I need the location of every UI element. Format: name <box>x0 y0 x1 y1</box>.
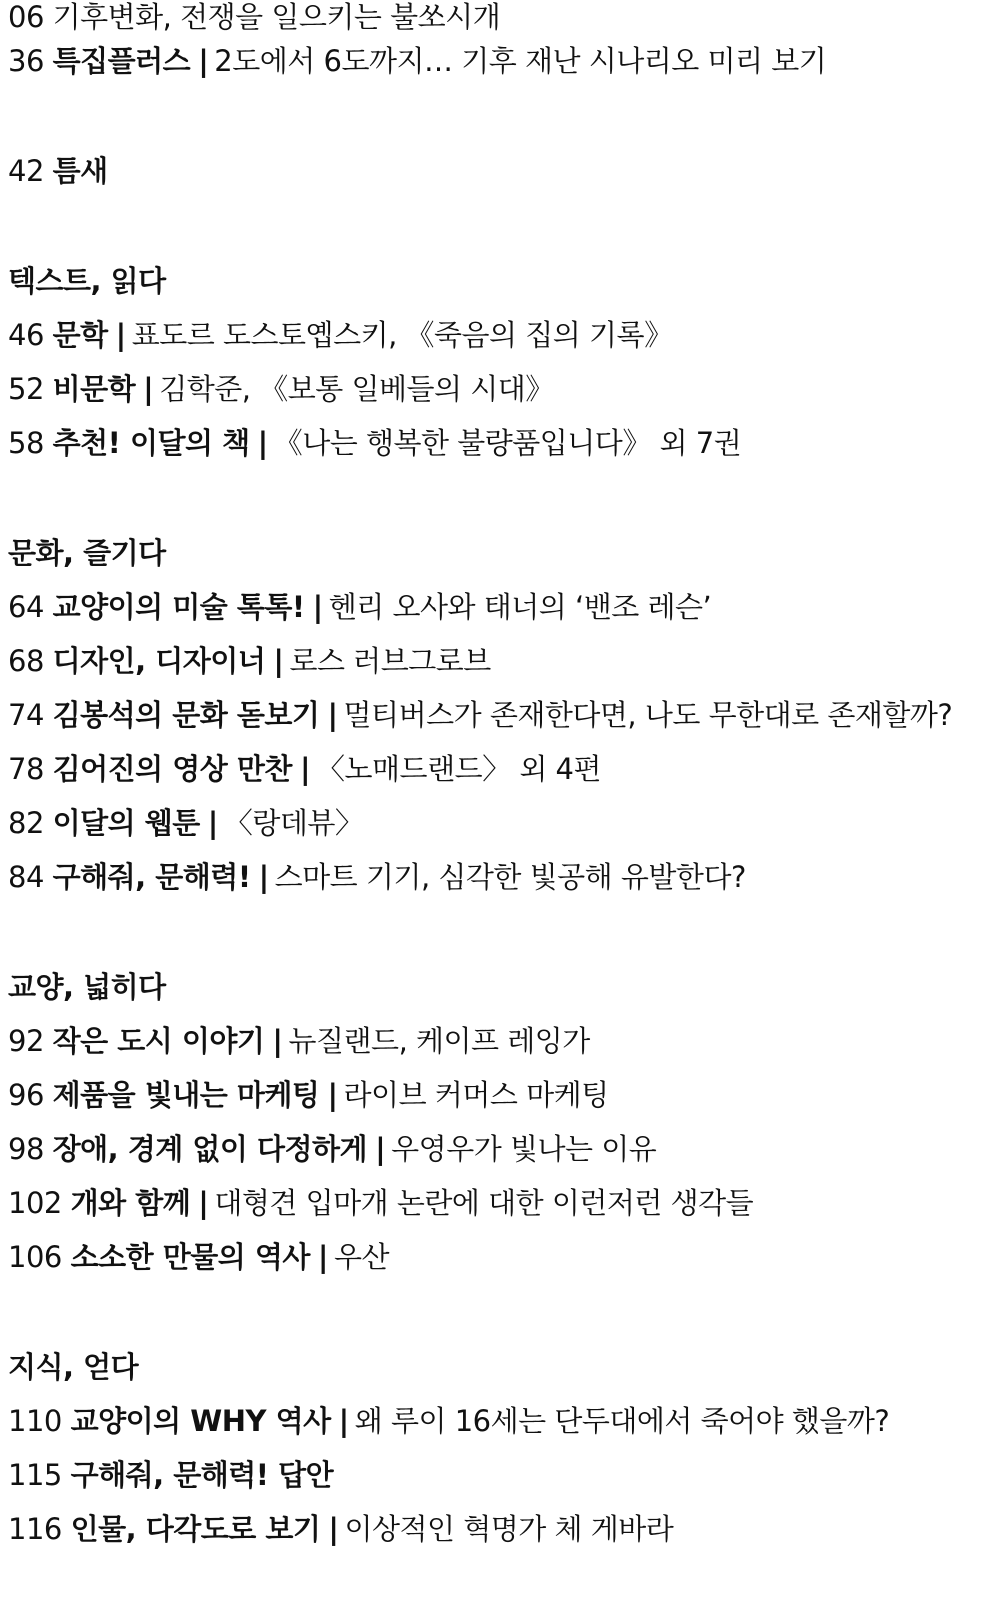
separator: | <box>115 318 126 352</box>
entry-title: 틈새 <box>52 154 108 188</box>
page-number: 106 <box>8 1240 62 1274</box>
entry-title: 이달의 웹툰 <box>52 806 200 840</box>
table-of-contents <box>8 0 998 1566</box>
page-number: 06 <box>8 0 44 34</box>
entry-description: 표도르 도스토옙스키, 《죽음의 집의 기록》 <box>131 318 673 352</box>
separator: | <box>198 1186 209 1220</box>
separator: | <box>207 806 218 840</box>
toc-entry[interactable] <box>8 752 998 806</box>
section-heading: 지식, 얻다 <box>8 1350 139 1384</box>
page-number: 115 <box>8 1458 62 1492</box>
separator: | <box>317 1240 328 1274</box>
toc-entry[interactable] <box>8 860 998 914</box>
toc-entry[interactable] <box>8 1132 998 1186</box>
entry-title: 김봉석의 문화 돋보기 <box>52 698 320 732</box>
toc-entry[interactable] <box>8 1458 998 1512</box>
separator: | <box>272 1024 283 1058</box>
entry-description: 왜 루이 16세는 단두대에서 죽어야 했을까? <box>354 1404 890 1438</box>
entry-description: 스마트 기기, 심각한 빛공해 유발한다? <box>274 860 746 894</box>
spacer <box>8 914 998 970</box>
entry-title: 제품을 빛내는 마케팅 <box>52 1078 320 1112</box>
separator: | <box>338 1404 349 1438</box>
entry-title: 김어진의 영상 만찬 <box>52 752 292 786</box>
entry-title: 인물, 다각도로 보기 <box>70 1512 321 1546</box>
separator: | <box>327 698 338 732</box>
entry-description: 라이브 커머스 마케팅 <box>343 1078 609 1112</box>
toc-entry[interactable] <box>8 372 998 426</box>
page-number: 46 <box>8 318 44 352</box>
entry-title: 개와 함께 <box>70 1186 191 1220</box>
page-number: 42 <box>8 154 44 188</box>
toc-entry[interactable] <box>8 1512 998 1566</box>
entry-title: 소소한 만물의 역사 <box>70 1240 310 1274</box>
toc-entry[interactable] <box>8 1404 998 1458</box>
page-number: 52 <box>8 372 44 406</box>
entry-description: 〈노매드랜드〉 외 4편 <box>316 752 602 786</box>
separator: | <box>257 426 268 460</box>
entry-description: 로스 러브그로브 <box>289 644 491 678</box>
page-number: 58 <box>8 426 44 460</box>
entry-description: 2도에서 6도까지… 기후 재난 시나리오 미리 보기 <box>214 44 827 78</box>
entry-title: 추천! 이달의 책 <box>52 426 250 460</box>
toc-entry[interactable] <box>8 426 998 480</box>
toc-entry[interactable] <box>8 806 998 860</box>
spacer <box>8 1294 998 1350</box>
toc-entry[interactable] <box>8 44 998 98</box>
spacer <box>8 208 998 264</box>
page-number: 64 <box>8 590 44 624</box>
page-number: 68 <box>8 644 44 678</box>
toc-entry[interactable] <box>8 1186 998 1240</box>
entry-title: 비문학 <box>52 372 136 406</box>
page-number: 96 <box>8 1078 44 1112</box>
toc-entry[interactable] <box>8 318 998 372</box>
toc-entry[interactable] <box>8 590 998 644</box>
entry-title: 장애, 경계 없이 다정하게 <box>52 1132 368 1166</box>
entry-description: 《나는 행복한 불량품입니다》 외 7권 <box>273 426 742 460</box>
entry-title: 구해줘, 문해력! 답안 <box>70 1458 334 1492</box>
entry-title: 교양이의 WHY 역사 <box>70 1404 331 1438</box>
section-heading: 텍스트, 읽다 <box>8 264 166 298</box>
entry-description: 이상적인 혁명가 체 게바라 <box>344 1512 674 1546</box>
spacer <box>8 98 998 154</box>
entry-description: 기후변화, 전쟁을 일으키는 불쏘시개 <box>52 0 501 34</box>
page-number: 98 <box>8 1132 44 1166</box>
toc-entry[interactable] <box>8 154 998 208</box>
entry-description: 멀티버스가 존재한다면, 나도 무한대로 존재할까? <box>343 698 953 732</box>
entry-title: 작은 도시 이야기 <box>52 1024 265 1058</box>
separator: | <box>328 1512 339 1546</box>
page-number: 74 <box>8 698 44 732</box>
page-number: 36 <box>8 44 44 78</box>
separator: | <box>143 372 154 406</box>
entry-description: 대형견 입마개 논란에 대한 이런저런 생각들 <box>214 1186 754 1220</box>
page-number: 82 <box>8 806 44 840</box>
section-heading: 교양, 넓히다 <box>8 970 166 1004</box>
page-number: 110 <box>8 1404 62 1438</box>
section-heading: 문화, 즐기다 <box>8 536 166 570</box>
page-number: 78 <box>8 752 44 786</box>
separator: | <box>375 1132 386 1166</box>
toc-entry[interactable] <box>8 1240 998 1294</box>
separator: | <box>327 1078 338 1112</box>
entry-description: 〈랑데뷰〉 <box>223 806 364 840</box>
separator: | <box>299 752 311 786</box>
entry-description: 우영우가 빛나는 이유 <box>391 1132 657 1166</box>
separator: | <box>273 644 284 678</box>
entry-title: 디자인, 디자이너 <box>52 644 266 678</box>
toc-entry[interactable] <box>8 698 998 752</box>
entry-description: 김학준, 《보통 일베들의 시대》 <box>159 372 554 406</box>
separator: | <box>312 590 323 624</box>
separator: | <box>258 860 269 894</box>
entry-title: 특집플러스 <box>52 44 191 78</box>
entry-title: 문학 <box>52 318 108 352</box>
spacer <box>8 480 998 536</box>
toc-entry[interactable] <box>8 0 998 44</box>
page-number: 92 <box>8 1024 44 1058</box>
page-number: 84 <box>8 860 44 894</box>
toc-entry[interactable] <box>8 1078 998 1132</box>
entry-description: 헨리 오사와 태너의 ‘밴조 레슨’ <box>328 590 712 624</box>
separator: | <box>198 44 209 78</box>
entry-description: 우산 <box>333 1240 390 1274</box>
toc-entry[interactable] <box>8 644 998 698</box>
page-number: 116 <box>8 1512 62 1546</box>
entry-title: 구해줘, 문해력! <box>52 860 251 894</box>
entry-title: 교양이의 미술 톡톡! <box>52 590 305 624</box>
page-number: 102 <box>8 1186 62 1220</box>
toc-entry[interactable] <box>8 1024 998 1078</box>
entry-description: 뉴질랜드, 케이프 레잉가 <box>288 1024 590 1058</box>
